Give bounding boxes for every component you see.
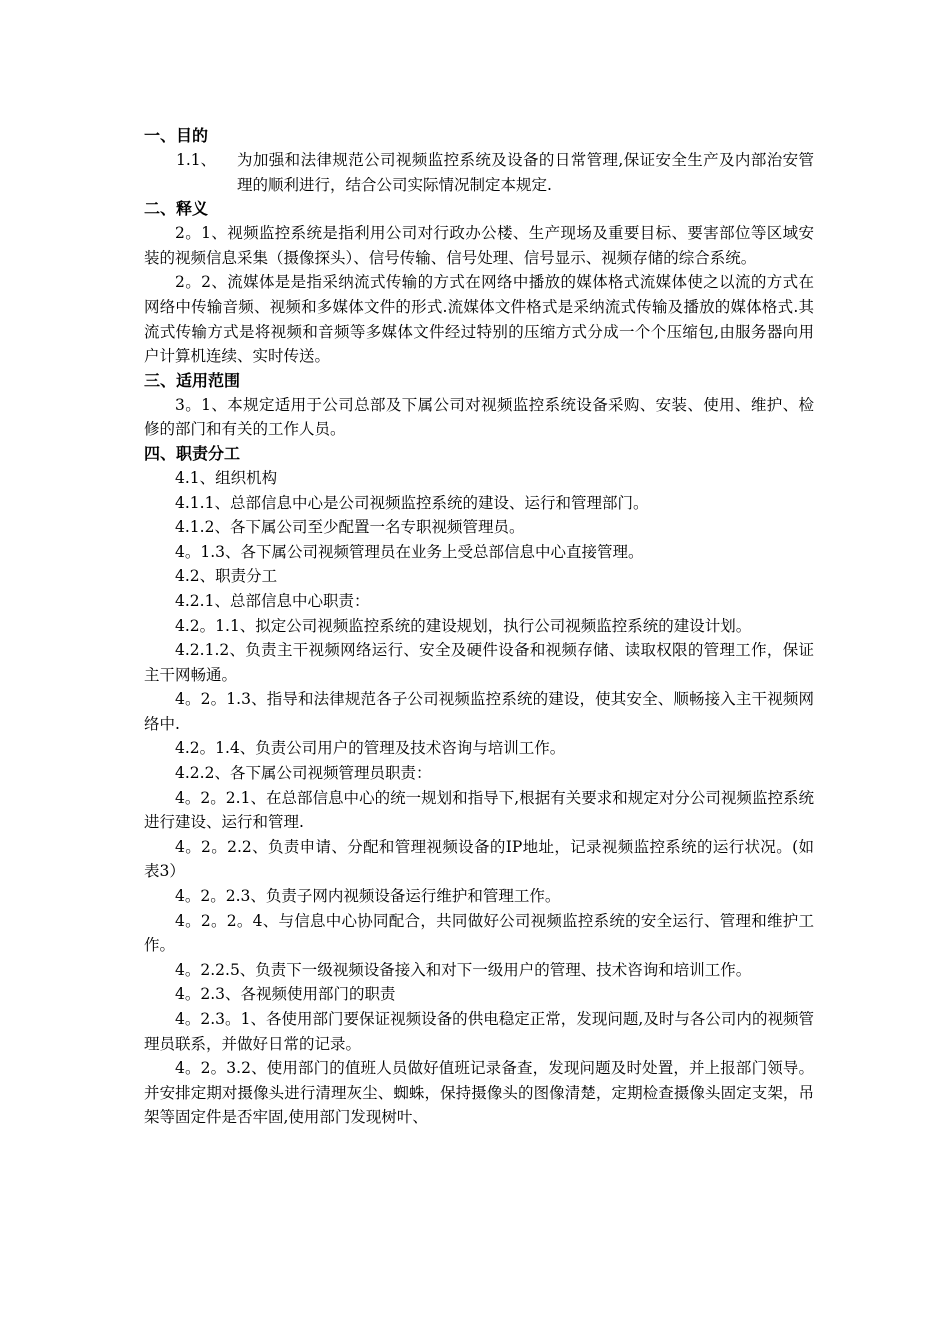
section-heading-scope: 三、适用范围 xyxy=(144,370,241,390)
responsibility-paragraph: 4。2。3.2、使用部门的值班人员做好值班记录备查，发现问题及时处置，并上报部门领导。并安排定期对摄像头进行清理灰尘、蜘蛛，保持摄像头的图像清楚，定期检查摄像头固定支架，吊架等固定件是否牢固,使用部门发现树叶、 xyxy=(144,1059,814,1127)
responsibility-paragraph: 4。2.3。1、各使用部门要保证视频设备的供电稳定正常，发现问题,及时与各公司内的视频管理员联系，并做好日常的记录。 xyxy=(144,1010,814,1053)
responsibility-paragraph: 4。2.2.5、负责下一级视频设备接入和对下一级用户的管理、技术咨询和培训工作。 xyxy=(175,960,752,979)
responsibility-paragraph: 4.2、职责分工 xyxy=(175,567,278,586)
responsibility-paragraph: 4。2。2.2、负责申请、分配和管理视频设备的IP地址，记录视频监控系统的运行状况。(如表3） xyxy=(144,837,814,881)
document-page xyxy=(144,124,814,1130)
definition-paragraph: 2。1、视频监控系统是指利用公司对行政办公楼、生产现场及重要目标、要害部位等区域安装的视频信息采集（摄像探头）、信号传输、信号处理、信号显示、视频存储的综合系统。 xyxy=(144,224,814,267)
responsibility-paragraph: 4.2。1.1、拟定公司视频监控系统的建设规划，执行公司视频监控系统的建设计划。 xyxy=(175,616,752,635)
section-heading-purpose: 一、目的 xyxy=(144,126,209,145)
responsibility-paragraph: 4。2。2。4、与信息中心协同配合，共同做好公司视频监控系统的安全运行、管理和维护工作。 xyxy=(144,911,814,955)
responsibility-paragraph: 4。2。2.3、负责子网内视频设备运行维护和管理工作。 xyxy=(175,887,561,906)
responsibility-paragraph: 4.2.1、总部信息中心职责： xyxy=(175,591,370,610)
responsibility-paragraph: 4。1.3、各下属公司视频管理员在业务上受总部信息中心直接管理。 xyxy=(175,542,644,561)
responsibility-paragraph: 4.1、组织机构 xyxy=(175,468,278,487)
responsibility-paragraph: 4。2。1.3、指导和法律规范各子公司视频监控系统的建设，使其安全、顺畅接入主干视频网络中. xyxy=(144,690,814,733)
scope-paragraph: 3。1、本规定适用于公司总部及下属公司对视频监控系统设备采购、安装、使用、维护、检修的部门和有关的工作人员。 xyxy=(144,395,814,439)
responsibility-paragraph: 4.2。1.4、负责公司用户的管理及技术咨询与培训工作。 xyxy=(175,739,566,758)
section-heading-responsibilities: 四、职责分工 xyxy=(144,443,241,463)
purpose-item-number: 1.1、 xyxy=(176,151,217,169)
purpose-item xyxy=(144,148,814,197)
section-heading-definitions: 二、释义 xyxy=(144,199,209,219)
responsibility-paragraph: 4.2.2、各下属公司视频管理员职责： xyxy=(175,764,432,783)
responsibility-paragraph: 4.1.1、总部信息中心是公司视频监控系统的建设、运行和管理部门。 xyxy=(175,493,649,512)
purpose-item-text: 为加强和法律规范公司视频监控系统及设备的日常管理,保证安全生产及内部治安管理的顺利进行，结合公司实际情况制定本规定. xyxy=(237,151,814,194)
responsibility-paragraph: 4.1.2、各下属公司至少配置一名专职视频管理员。 xyxy=(175,518,525,537)
responsibility-paragraph: 4。2.3、各视频使用部门的职责 xyxy=(175,985,396,1004)
responsibility-paragraph: 4。2。2.1、在总部信息中心的统一规划和指导下,根据有关要求和规定对分公司视频监控系统进行建设、运行和管理. xyxy=(144,788,814,832)
definition-paragraph: 2。2、流媒体是是指采纳流式传输的方式在网络中播放的媒体格式流媒体使之以流的方式在网络中传输音频、视频和多媒体文件的形式.流媒体文件格式是采纳流式传输及播放的媒体格式.其流式传输方式是将视频和音频等多媒体文件经过特别的压缩方式分成一个个压缩包,由服务器向用户计算机连续、实时传送。 xyxy=(144,273,814,366)
responsibility-paragraph: 4.2.1.2、负责主干视频网络运行、安全及硬件设备和视频存储、读取权限的管理工作，保证主干网畅通。 xyxy=(144,641,814,684)
